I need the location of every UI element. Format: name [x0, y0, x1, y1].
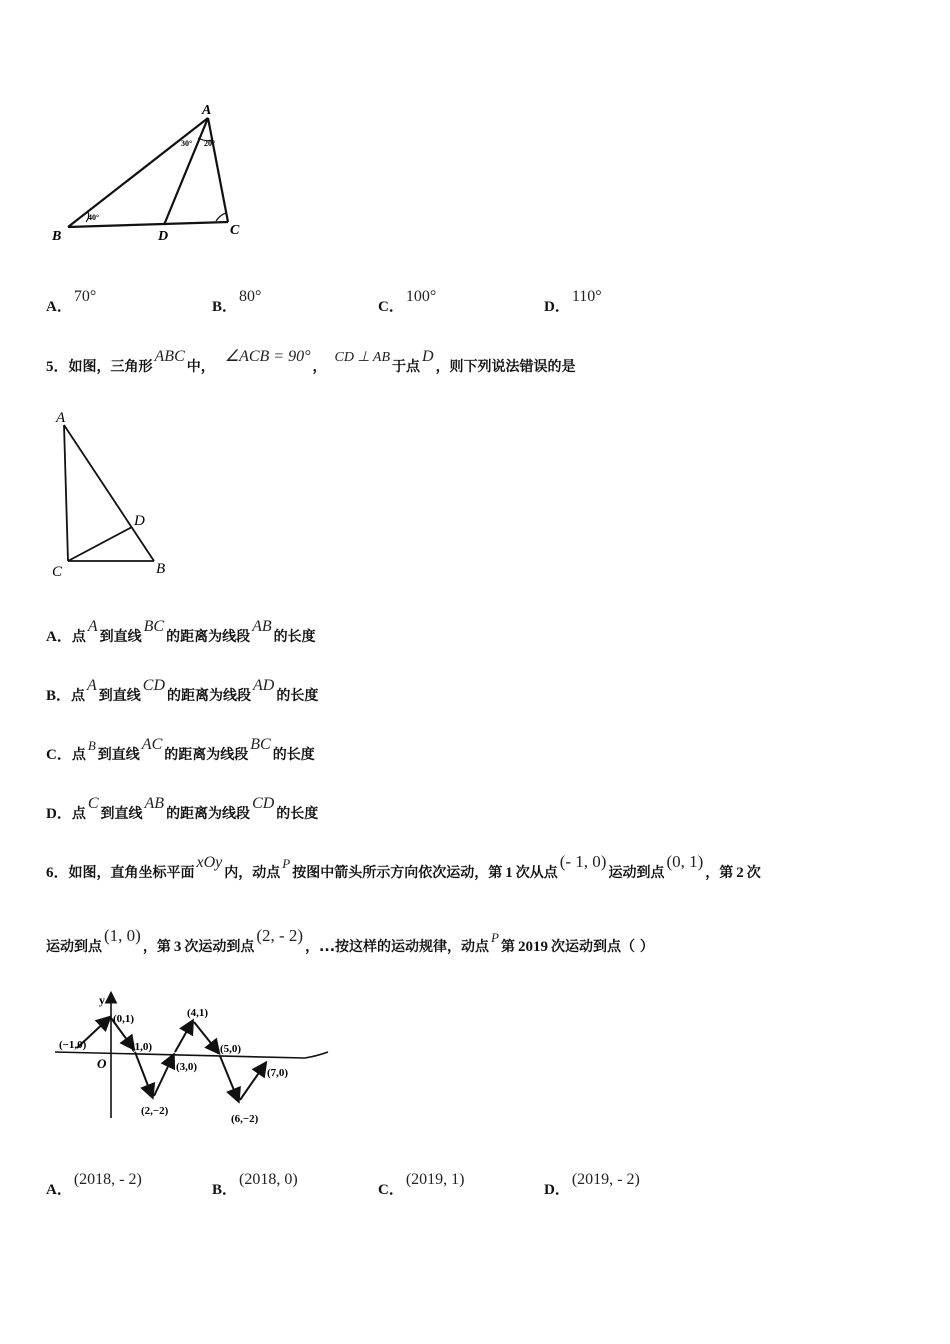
q6-option-b[interactable]: B． (2018, 0) — [212, 1171, 298, 1198]
q5-label-C: C — [52, 564, 63, 580]
q5-label-B: B — [156, 561, 166, 577]
q4-option-b[interactable]: B． 80° — [212, 288, 262, 315]
q4-angle-a2: 20° — [204, 139, 216, 148]
q4-angle-b: 40° — [88, 213, 100, 222]
q6-stem-line2: 运动到点 (1, 0) ，第 3 次运动到点 (2, - 2) ，...按这样的运动规律，动点 P 第 2019 次运动到点（ ） — [46, 926, 654, 955]
q5-option-c[interactable]: C． 点 B 到直线 AC 的距离为线段 BC 的长度 — [46, 736, 315, 763]
q5-option-a[interactable]: A． 点 A 到直线 BC 的距离为线段 AB 的长度 — [46, 618, 316, 645]
q6-option-d[interactable]: D． (2019, - 2) — [544, 1171, 640, 1198]
q6-point-3: (2,−2) — [141, 1105, 169, 1117]
q4-option-d[interactable]: D． 110° — [544, 288, 602, 315]
q6-option-a[interactable]: A． (2018, - 2) — [46, 1171, 142, 1198]
q5-label-D: D — [134, 513, 145, 529]
q6-options — [46, 1173, 906, 1199]
q4-label-B: B — [52, 229, 62, 244]
q4-label-A: A — [202, 103, 212, 118]
q5-label-A: A — [56, 410, 66, 426]
q6-option-c[interactable]: C． (2019, 1) — [378, 1171, 465, 1198]
q6-point-1: (0,1) — [113, 1013, 135, 1025]
q6-point-5: (4,1) — [187, 1007, 209, 1019]
q4-label-C: C — [230, 223, 240, 238]
q4-options — [46, 290, 906, 316]
q4-triangle-figure — [50, 100, 260, 245]
q6-point-6: (5,0) — [220, 1043, 242, 1055]
q4-option-c[interactable]: C． 100° — [378, 288, 437, 315]
q6-point-4: (3,0) — [176, 1061, 198, 1073]
q6-point-0: (−1,0) — [59, 1039, 87, 1051]
q4-label-D: D — [158, 229, 169, 244]
q6-axis-y-label: y — [99, 993, 105, 1007]
q4-option-a[interactable]: A． 70° — [46, 288, 97, 315]
q6-origin-label: O — [97, 1056, 107, 1071]
q6-coordinate-figure — [55, 990, 335, 1130]
q5-stem: 5． 如图，三角形 ABC 中， ∠ACB = 90° ， CD ⊥ AB 于点 D ，则下列说法错误的是 — [46, 348, 576, 375]
q5-option-b[interactable]: B． 点 A 到直线 CD 的距离为线段 AD 的长度 — [46, 677, 319, 704]
q5-option-d[interactable]: D． 点 C 到直线 AB 的距离为线段 CD 的长度 — [46, 795, 319, 822]
q4-angle-a1: 30° — [181, 139, 193, 148]
q6-point-7: (6,−2) — [231, 1113, 259, 1125]
q6-point-8: (7,0) — [267, 1067, 289, 1079]
q6-point-2: (1,0) — [131, 1041, 153, 1053]
q5-triangle-figure — [48, 405, 178, 580]
q6-stem-line1: 6． 如图，直角坐标平面 xOy 内，动点 P 按图中箭头所示方向依次运动，第 1 次从点 (- 1, 0) 运动到点 (0, 1) ，第 2 次 — [46, 852, 761, 881]
